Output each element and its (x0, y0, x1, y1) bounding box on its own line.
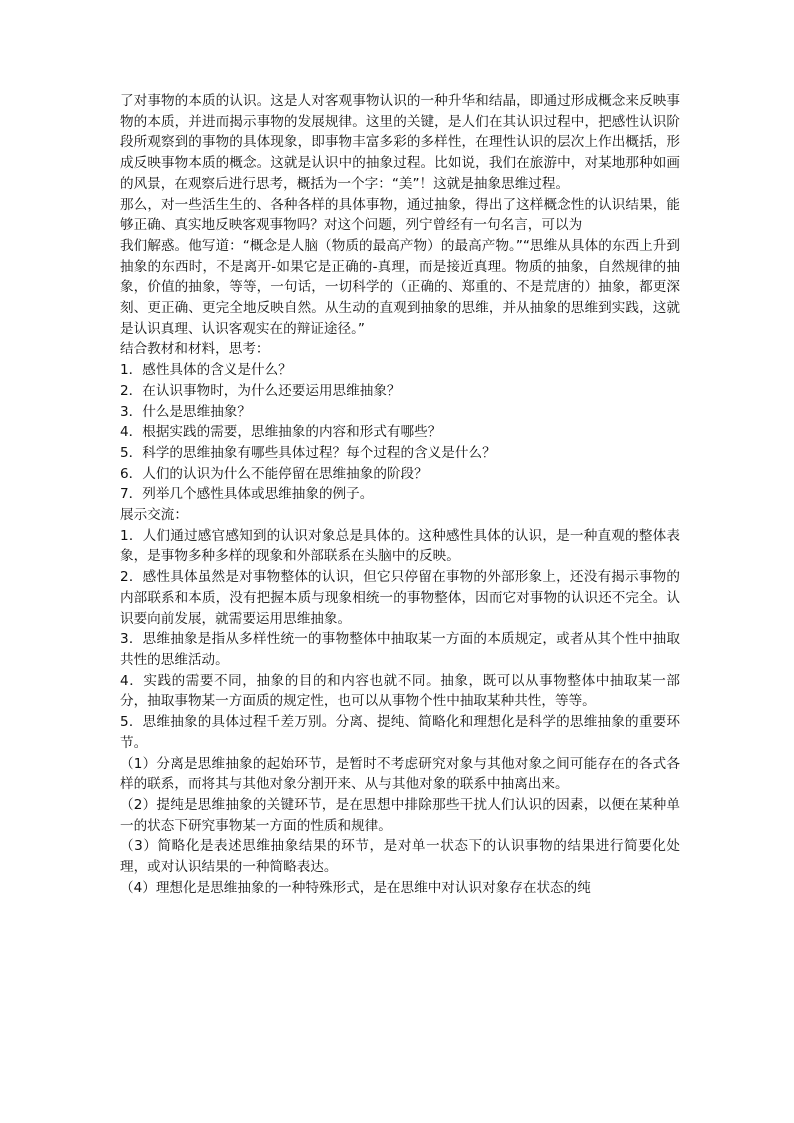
question-item: 7．列举几个感性具体或思维抽象的例子。 (120, 486, 374, 503)
answer-item: 3．思维抽象是指从多样性统一的事物整体中抽取某一方面的本质规定，或者从其个性中抽取共性的思维活动。 (120, 631, 680, 668)
questions-heading: 结合教材和材料，思考： (120, 341, 270, 358)
question-item: 5．科学的思维抽象有哪些具体过程？每个过程的含义是什么？ (120, 444, 496, 461)
answer-item: 5．思维抽象的具体过程千差万别。分离、提纯、简略化和理想化是科学的思维抽象的重要环节。 (120, 714, 680, 751)
question-item: 6．人们的认识为什么不能停留在思维抽象的阶段？ (120, 465, 428, 482)
question-item: 3．什么是思维抽象？ (120, 403, 251, 420)
question-item: 1．感性具体的含义是什么？ (120, 362, 292, 379)
paragraph-lenin-quote: 我们解惑。他写道：“概念是人脑（物质的最高产物）的最高产物。”“思维从具体的东西上升到抽象的东西时，不是离开-如果它是正确的-真理，而是接近真理。物质的抽象，自然规律的抽象，价值的抽象，等等，一句话，一切科学的（正确的、郑重的、不是荒唐的）抽象，都更深刻、更正确、更完全地反映自然。从生动的直观到抽象的思维，并从抽象的思维到实践，这就是认识真理、认识客观实在的辩证途径。” (120, 237, 680, 337)
answer-subitem: （1）分离是思维抽象的起始环节，是暂时不考虑研究对象与其他对象之间可能存在的各式各样的联系，而将其与其他对象分割开来、从与其他对象的联系中抽离出来。 (120, 755, 680, 793)
question-item: 2．在认识事物时，为什么还要运用思维抽象？ (120, 382, 401, 399)
question-item: 4．根据实践的需要，思维抽象的内容和形式有哪些？ (120, 424, 442, 441)
answer-subitem: （2）提纯是思维抽象的关键环节，是在思想中排除那些干扰人们认识的因素，以便在某种单一的状态下研究事物某一方面的性质和规律。 (120, 796, 680, 834)
paragraph-lenin-question: 那么，对一些活生生的、各种各样的具体事物，通过抽象，得出了这样概念性的认识结果，能够正确、真实地反映客观事物吗？对这个问题，列宁曾经有一句名言，可以为 (120, 196, 680, 234)
answer-item: 1．人们通过感官感知到的认识对象总是具体的。这种感性具体的认识，是一种直观的整体表象，是事物多种多样的现象和外部联系在头脑中的反映。 (120, 527, 680, 565)
document-page (120, 91, 680, 898)
paragraph-abstraction-intro: 了对事物的本质的认识。这是人对客观事物认识的一种升华和结晶，即通过形成概念来反映事物的本质，并进而揭示事物的发展规律。这里的关键，是人们在其认识过程中，把感性认识阶段所观察到的事物的具体现象，即事物丰富多彩的多样性，在理性认识的层次上作出概括，形成反映事物本质的概念。这就是认识中的抽象过程。比如说，我们在旅游中，对某地那种如画的风景，在观察后进行思考，概括为一个字：“美”！这就是抽象思维过程。 (120, 93, 680, 192)
answer-item: 4．实践的需要不同，抽象的目的和内容也就不同。抽象，既可以从事物整体中抽取某一部分，抽取事物某一方面质的规定性，也可以从事物个性中抽取某种共性，等等。 (120, 672, 680, 710)
answer-subitem: （4）理想化是思维抽象的一种特殊形式，是在思维中对认识对象存在状态的纯 (120, 879, 591, 896)
answers-heading: 展示交流： (120, 507, 188, 524)
answer-item: 2．感性具体虽然是对事物整体的认识，但它只停留在事物的外部形象上，还没有揭示事物的内部联系和本质，没有把握本质与现象相统一的事物整体，因而它对事物的认识还不完全。认识要向前发展，就需要运用思维抽象。 (120, 569, 680, 627)
answer-subitem: （3）简略化是表述思维抽象结果的环节，是对单一状态下的认识事物的结果进行简要化处理，或对认识结果的一种简略表达。 (120, 838, 680, 876)
